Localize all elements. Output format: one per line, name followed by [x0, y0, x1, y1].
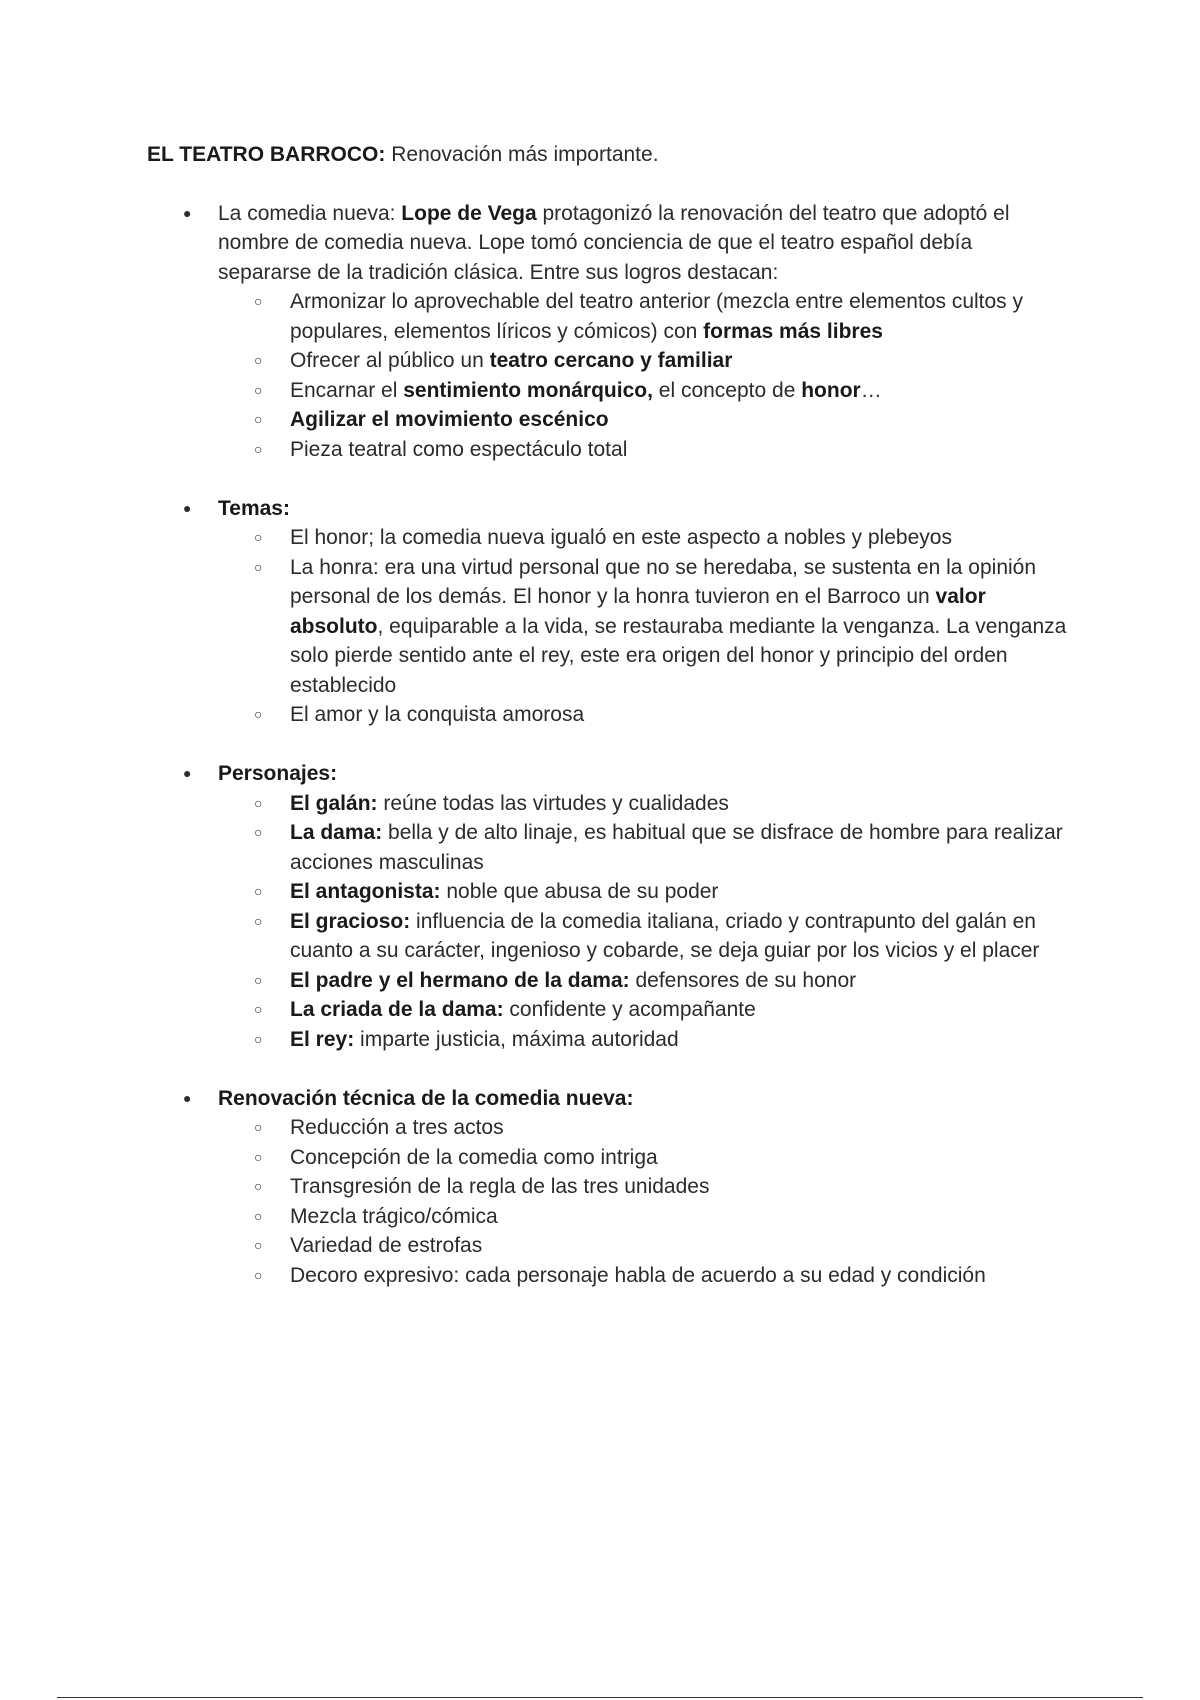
bullet-circle-icon: ○ — [254, 1001, 263, 1017]
section-item — [147, 199, 1067, 465]
section-heading — [218, 494, 1067, 524]
list-item — [218, 1202, 1067, 1232]
bold-text: Agilizar el movimiento escénico — [290, 408, 609, 431]
bullet-circle-icon: ○ — [254, 440, 263, 457]
bold-text: honor — [801, 378, 861, 402]
list-item — [218, 818, 1067, 877]
bold-text: formas más libres — [703, 319, 883, 343]
text-run: Pieza teatral como espectáculo total — [290, 437, 628, 461]
list-item — [218, 346, 1067, 376]
list-item — [218, 523, 1067, 553]
list-item — [218, 405, 1067, 435]
bullet-circle-icon: ○ — [254, 794, 263, 811]
list-item — [218, 553, 1067, 701]
list-item — [218, 376, 1067, 406]
text-run: protagonizó la renovación del teatro que adoptó el nombre de comedia nueva. Lope tomó conciencia de que el teatro español debía separarse de la tradición clásica. Entre sus logros destacan: — [218, 201, 1010, 284]
bold-text: Temas: — [218, 496, 290, 520]
subitem-list — [218, 789, 1067, 1055]
text-run: Mezcla trágico/cómica — [290, 1204, 498, 1228]
bold-text: Renovación técnica de la comedia nueva: — [218, 1086, 634, 1110]
text-run: El amor y la conquista amorosa — [290, 703, 585, 726]
bullet-circle-icon: ○ — [254, 293, 263, 309]
bold-text: El padre y el hermano de la dama: — [290, 968, 630, 992]
bullet-circle-icon: ○ — [254, 1178, 263, 1194]
section-heading — [218, 199, 1067, 288]
title-bold: EL TEATRO BARROCO: — [147, 143, 386, 166]
bold-text: El rey: — [290, 1027, 355, 1051]
subitem-list — [218, 523, 1067, 730]
bold-text: sentimiento monárquico, — [403, 378, 653, 402]
bold-text: Personajes: — [218, 762, 338, 785]
bullet-dot-icon: ● — [183, 765, 192, 781]
section-heading — [218, 1084, 1067, 1114]
bullet-circle-icon: ○ — [254, 1266, 263, 1283]
text-run: Armonizar lo aprovechable del teatro anterior (mezcla entre elementos cultos y populares, elementos líricos y cómicos) con — [290, 290, 1024, 343]
text-run: La honra: era una virtud personal que no se heredaba, se sustenta en la opinión personal de los demás. El honor y la honra tuvieron en el Barroco un — [290, 555, 1037, 608]
text-run: imparte justicia, máxima autoridad — [354, 1027, 679, 1051]
text-run: Decoro expresivo: cada personaje habla de acuerdo a su edad y condición — [290, 1263, 986, 1287]
section-list — [147, 199, 1067, 1291]
text-run: el concepto de — [652, 378, 802, 402]
list-item — [218, 1172, 1067, 1202]
list-item — [218, 907, 1067, 966]
footer-divider — [57, 1697, 1143, 1698]
text-run: Ofrecer al público un — [290, 349, 490, 372]
text-run: … — [860, 378, 882, 402]
list-item — [218, 1231, 1067, 1261]
section-item — [147, 1084, 1067, 1291]
text-run: Concepción de la comedia como intriga — [290, 1145, 658, 1169]
subitem-list — [218, 1113, 1067, 1290]
bullet-dot-icon: ● — [183, 499, 192, 516]
text-run: Reducción a tres actos — [290, 1116, 504, 1139]
text-run: Encarnar el — [290, 378, 404, 402]
section-item — [147, 494, 1067, 730]
bold-text: teatro cercano y familiar — [489, 349, 733, 372]
list-item — [218, 789, 1067, 819]
title-rest: Renovación más importante. — [385, 143, 659, 166]
text-run: La comedia nueva: — [218, 201, 402, 225]
section-item — [147, 759, 1067, 1054]
bullet-dot-icon: ● — [183, 1089, 192, 1106]
bold-text: La criada de la dama: — [290, 998, 504, 1021]
bullet-circle-icon: ○ — [254, 912, 263, 929]
bold-text: El galán: — [290, 791, 378, 815]
list-item — [218, 877, 1067, 907]
bold-text: La dama: — [290, 821, 383, 844]
bullet-circle-icon: ○ — [254, 883, 263, 899]
text-run: reúne todas las virtudes y cualidades — [377, 791, 729, 815]
bold-text: valor absoluto — [290, 585, 986, 638]
bullet-circle-icon: ○ — [254, 706, 263, 722]
text-run: Transgresión de la regla de las tres unidades — [290, 1175, 710, 1198]
list-item — [218, 1143, 1067, 1173]
text-run: El honor; la comedia nueva igualó en este aspecto a nobles y plebeyos — [290, 526, 952, 549]
document-title — [147, 140, 1067, 170]
list-item — [218, 1113, 1067, 1143]
bullet-circle-icon: ○ — [254, 411, 263, 427]
list-item — [218, 1261, 1067, 1291]
text-run: , equiparable a la vida, se restauraba mediante la venganza. La venganza solo pierde sentido ante el rey, este era origen del honor y principio del orden establecido — [290, 614, 1067, 697]
bullet-circle-icon: ○ — [254, 1119, 263, 1135]
document-body — [147, 140, 1067, 1290]
bullet-circle-icon: ○ — [254, 824, 263, 840]
list-item — [218, 700, 1067, 730]
bullet-circle-icon: ○ — [254, 1030, 263, 1047]
bullet-circle-icon: ○ — [254, 1237, 263, 1253]
text-run: Variedad de estrofas — [290, 1234, 483, 1257]
bullet-circle-icon: ○ — [254, 529, 263, 545]
bullet-dot-icon: ● — [183, 204, 192, 221]
bullet-circle-icon: ○ — [254, 352, 263, 368]
text-run: influencia de la comedia italiana, criado y contrapunto del galán en cuanto a su carácter, ingenioso y cobarde, se deja guiar por los vicios y el placer — [290, 909, 1040, 962]
list-item — [218, 435, 1067, 465]
bold-text: Lope de Vega — [401, 201, 537, 225]
text-run: noble que abusa de su poder — [440, 880, 719, 903]
bold-text: El antagonista: — [290, 880, 441, 903]
bullet-circle-icon: ○ — [254, 971, 263, 988]
text-run: confidente y acompañante — [503, 998, 756, 1021]
bullet-circle-icon: ○ — [254, 1148, 263, 1165]
bullet-circle-icon: ○ — [254, 381, 263, 398]
list-item — [218, 287, 1067, 346]
bullet-circle-icon: ○ — [254, 1207, 263, 1224]
subitem-list — [218, 287, 1067, 464]
list-item — [218, 995, 1067, 1025]
list-item — [218, 966, 1067, 996]
bold-text: El gracioso: — [290, 909, 411, 933]
list-item — [218, 1025, 1067, 1055]
section-heading — [218, 759, 1067, 789]
text-run: defensores de su honor — [629, 968, 857, 992]
text-run: bella y de alto linaje, es habitual que se disfrace de hombre para realizar acciones masculinas — [290, 821, 1063, 874]
bullet-circle-icon: ○ — [254, 558, 263, 575]
